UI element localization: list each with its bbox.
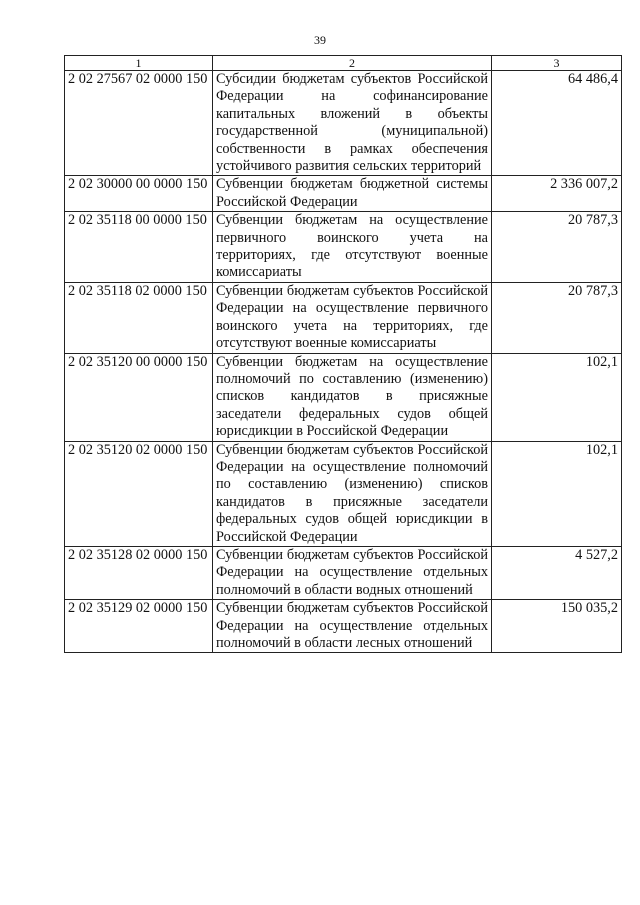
table-row — [65, 282, 622, 353]
revenue-name-cell: Субвенции бюджетам на осуществление полномочий по составлению (изменению) списков кандидатов в присяжные заседатели федеральных судов общей юрисдикции в Российской Федерации — [213, 353, 492, 441]
table-row — [65, 176, 622, 212]
revenue-code-cell: 2 02 35118 00 0000 150 — [65, 212, 213, 283]
amount-cell: 64 486,4 — [492, 71, 622, 176]
column-header-amount: 3 — [492, 56, 622, 71]
budget-table — [64, 55, 622, 653]
amount-cell: 102,1 — [492, 353, 622, 441]
revenue-code-cell: 2 02 35118 02 0000 150 — [65, 282, 213, 353]
table-row — [65, 212, 622, 283]
column-header-name: 2 — [213, 56, 492, 71]
table-row — [65, 353, 622, 441]
revenue-name-cell: Субвенции бюджетам субъектов Российской Федерации на осуществление полномочий по составлению (изменению) списков кандидатов в присяжные заседатели федеральных судов общей юрисдикции в Российской Федерации — [213, 441, 492, 546]
revenue-name-cell: Субсидии бюджетам субъектов Российской Федерации на софинансирование капитальных вложений в объекты государственной (муниципальной) собственности в рамках обеспечения устойчивого развития сельских территорий — [213, 71, 492, 176]
revenue-code-cell: 2 02 35120 02 0000 150 — [65, 441, 213, 546]
revenue-code-cell: 2 02 35129 02 0000 150 — [65, 600, 213, 653]
table-row — [65, 71, 622, 176]
revenue-name-cell: Субвенции бюджетам субъектов Российской Федерации на осуществление отдельных полномочий в области водных отношений — [213, 546, 492, 599]
table-header-row — [65, 56, 622, 71]
revenue-code-cell: 2 02 27567 02 0000 150 — [65, 71, 213, 176]
revenue-code-cell: 2 02 30000 00 0000 150 — [65, 176, 213, 212]
amount-cell: 102,1 — [492, 441, 622, 546]
revenue-name-cell: Субвенции бюджетам субъектов Российской Федерации на осуществление первичного воинского учета на территориях, где отсутствуют военные комиссариаты — [213, 282, 492, 353]
revenue-code-cell: 2 02 35128 02 0000 150 — [65, 546, 213, 599]
column-header-code: 1 — [65, 56, 213, 71]
revenue-name-cell: Субвенции бюджетам субъектов Российской Федерации на осуществление отдельных полномочий в области лесных отношений — [213, 600, 492, 653]
page-number: 39 — [314, 33, 326, 47]
revenue-code-cell: 2 02 35120 00 0000 150 — [65, 353, 213, 441]
amount-cell: 2 336 007,2 — [492, 176, 622, 212]
revenue-name-cell: Субвенции бюджетам на осуществление первичного воинского учета на территориях, где отсутствуют военные комиссариаты — [213, 212, 492, 283]
amount-cell: 20 787,3 — [492, 282, 622, 353]
table-row — [65, 600, 622, 653]
amount-cell: 4 527,2 — [492, 546, 622, 599]
amount-cell: 150 035,2 — [492, 600, 622, 653]
table-row — [65, 441, 622, 546]
revenue-name-cell: Субвенции бюджетам бюджетной системы Российской Федерации — [213, 176, 492, 212]
amount-cell: 20 787,3 — [492, 212, 622, 283]
table-row — [65, 546, 622, 599]
